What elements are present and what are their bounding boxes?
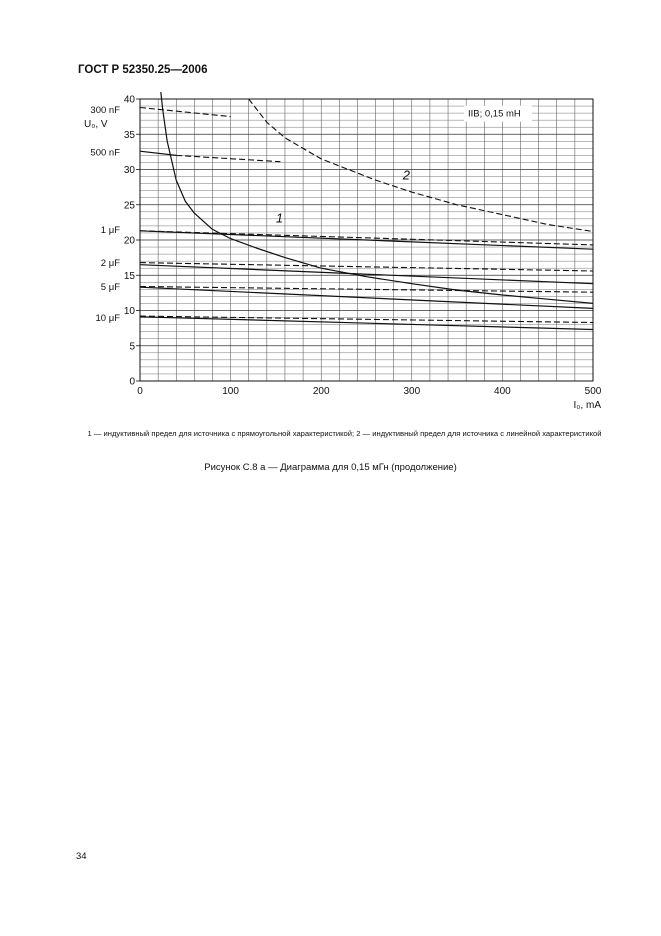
x-tick-label: 200 xyxy=(312,386,330,397)
series-line xyxy=(140,287,593,308)
y-tick-label: 30 xyxy=(123,165,135,176)
series-line xyxy=(140,263,593,271)
capacitance-label: 1 μF xyxy=(100,224,120,236)
capacitance-label: 300 nF xyxy=(90,105,120,117)
y-axis-label: U₀, V xyxy=(84,119,108,130)
y-tick-label: 15 xyxy=(123,270,135,282)
y-tick-label: 25 xyxy=(123,200,135,212)
y-tick-label: 20 xyxy=(123,235,135,247)
capacitance-label: 5 μF xyxy=(100,282,120,294)
series-line xyxy=(140,108,231,117)
y-tick-label: 10 xyxy=(123,306,135,317)
x-tick-label: 400 xyxy=(494,386,511,397)
x-tick-label: 300 xyxy=(403,386,421,397)
y-tick-label: 35 xyxy=(123,129,135,141)
chart-series xyxy=(140,92,593,330)
figure-footnote: 1 — индуктивный предел для источника с прямоугольной характеристикой; 2 — индуктивный предел для источника с линейной характеристикой xyxy=(87,429,602,438)
page-number: 34 xyxy=(76,851,87,862)
series-line xyxy=(140,317,593,330)
chart-labels xyxy=(84,95,602,412)
curve-number-label: 1 xyxy=(275,210,284,226)
y-tick-label: 40 xyxy=(123,94,135,106)
figure-caption: Рисунок С.8 а — Диаграмма для 0,15 мГн (продолжение) xyxy=(204,462,457,473)
capacitance-label: 10 μF xyxy=(95,313,120,325)
series-line xyxy=(140,265,593,284)
capacitance-label: 2 μF xyxy=(100,258,120,270)
x-tick-label: 100 xyxy=(222,386,239,397)
x-axis-label: I₀, mA xyxy=(573,400,601,411)
curve-number-label: 2 xyxy=(402,167,410,183)
x-tick-label: 500 xyxy=(584,386,602,397)
series-line xyxy=(176,155,280,161)
inductance-chart xyxy=(0,0,661,420)
x-tick-label: 0 xyxy=(137,386,143,397)
y-tick-label: 5 xyxy=(129,341,135,353)
document-header: ГОСТ Р 52350.25—2006 xyxy=(78,64,208,76)
capacitance-label: 500 nF xyxy=(90,147,120,159)
y-tick-label: 0 xyxy=(129,376,135,388)
chart-annotation: IIB; 0,15 mH xyxy=(467,108,521,120)
